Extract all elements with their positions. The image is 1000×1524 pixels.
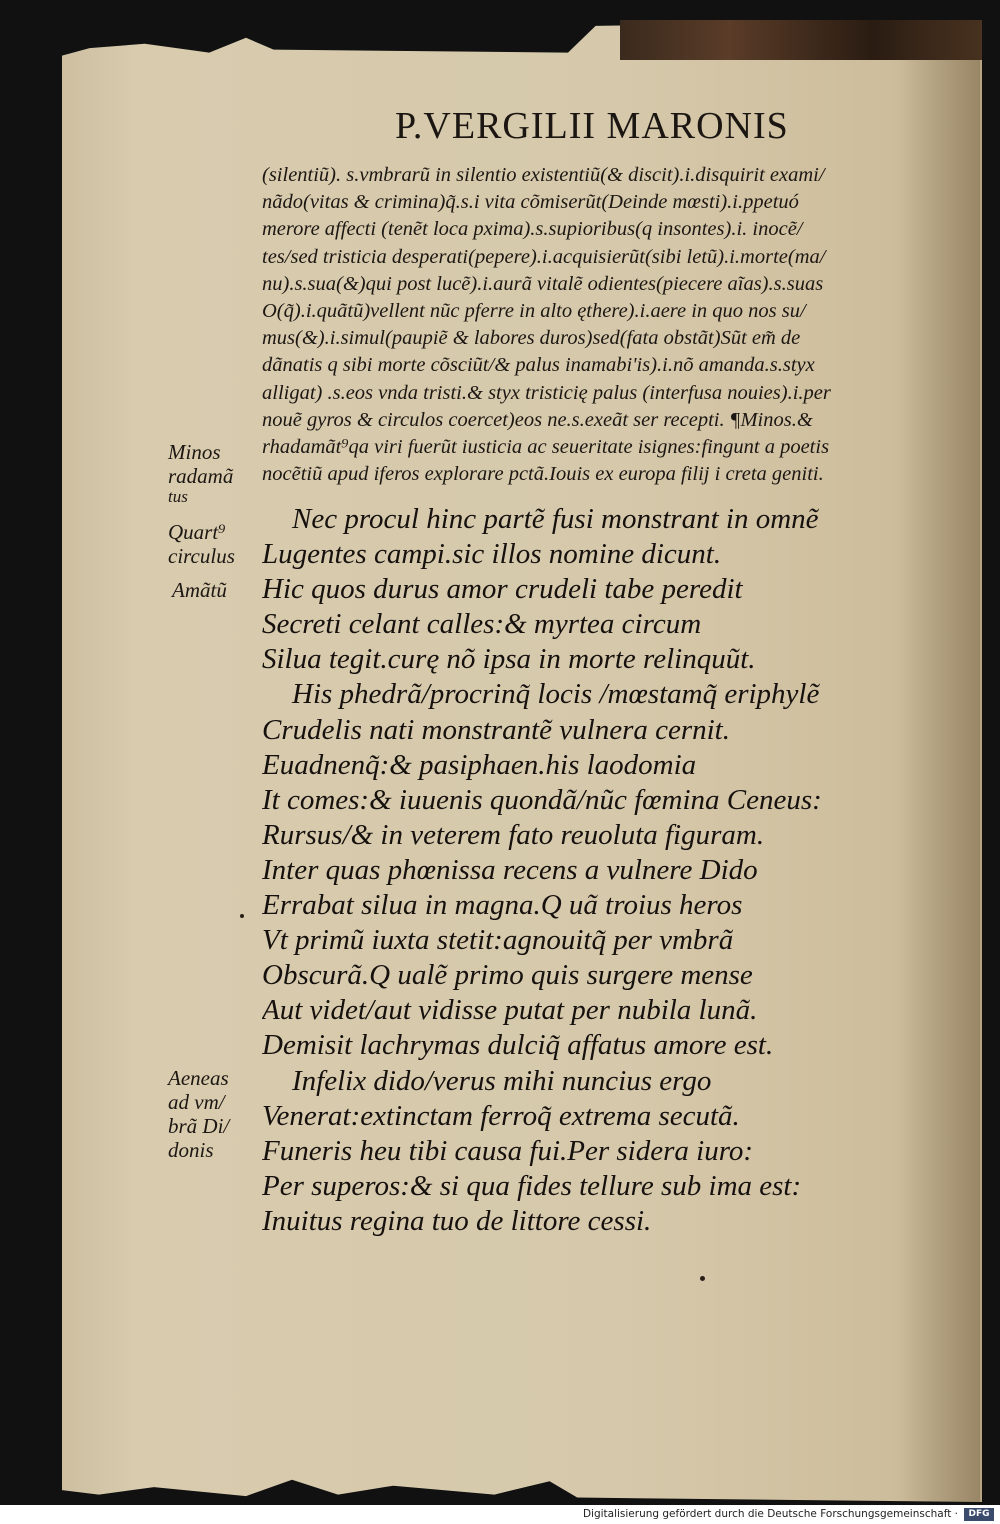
verse-line: It comes:& iuuenis quondã/nũc fœmina Ceneus:	[262, 783, 822, 816]
verse-line: Secreti celant calles:& myrtea circum	[262, 608, 702, 641]
verse-line: Infelix dido/verus mihi nuncius ergo	[292, 1064, 712, 1097]
margin-line: donis	[168, 1138, 214, 1162]
verse-line: Funeris heu tibi causa fui.Per sidera iuro:	[262, 1134, 754, 1167]
verse-line: Demisit lachrymas dulciq̃ affatus amore est.	[262, 1029, 774, 1062]
margin-line: radamã	[168, 464, 234, 488]
verse-line: Euadnenq̃:& pasiphaen.his laodomia	[262, 748, 697, 781]
verse-line: Nec procul hinc partẽ fusi monstrant in omnẽ	[292, 503, 819, 535]
commentary-line: nocẽtiũ apud iferos explorare pctã.Iouis ex europa filij i creta geniti.	[262, 463, 824, 486]
margin-line: circulus	[168, 544, 235, 568]
verse-line: Errabat silua in magna.Q uã troius heros	[262, 889, 743, 922]
commentary-line: nãdo(vitas & crimina)q̃.s.i vita cõmiserũt(Deinde mœsti).i.ppetuó	[262, 191, 799, 214]
commentary-line: merore affecti (tenẽt loca pxima).s.supioribus(q insontes).i. inocẽ/	[262, 218, 803, 241]
verse-line: Vt primũ iuxta stetit:agnouitq̃ per vmbrã	[262, 924, 734, 957]
verse-line: Crudelis nati monstrantẽ vulnera cernit.	[262, 713, 730, 746]
verse-line: Per superos:& si qua fides tellure sub ima est:	[262, 1169, 802, 1202]
verse-line: Hic quos durus amor crudeli tabe peredit	[262, 573, 743, 606]
commentary-line: (silentiũ). s.vmbrarũ in silentio existentiũ(& discit).i.disquirit exami/	[262, 164, 825, 186]
margin-line: Amãtũ	[172, 578, 227, 602]
margin-line: Minos	[168, 440, 221, 464]
margin-line: Quart⁹	[168, 520, 226, 544]
verse-line: Inter quas phœnissa recens a vulnere Dido	[262, 853, 758, 886]
commentary-line: O(q̃).i.quãtũ)vellent nũc pferre in alto ęthere).i.aere in quo nos su/	[262, 299, 806, 322]
margin-note-minos	[168, 440, 233, 506]
commentary-block	[262, 162, 962, 488]
running-head: P.VERGILII MARONIS	[395, 105, 789, 147]
commentary-line: tes/sed tristicia desperati(pepere).i.acquisierũt(sibi letũ).i.morte(ma/	[262, 245, 826, 268]
verse-line: Aut videt/aut vidisse putat per nubila lunã.	[262, 994, 758, 1027]
margin-line: Aeneas	[168, 1066, 229, 1090]
verse-line: Obscurã.Q ualẽ primo quis surgere mense	[262, 959, 753, 992]
commentary-line: nu).s.sua(&)qui post lucẽ).i.aurã vitalẽ odientes(piecere aĩas).s.suas	[262, 272, 824, 295]
verse-line: His phedrã/procrinq̃ locis /mœstamq̃ eriphylẽ	[292, 678, 820, 711]
verse-line: Inuitus regina tuo de littore cessi.	[262, 1204, 652, 1237]
margin-line: brã Di/	[168, 1114, 230, 1138]
margin-line: tus	[168, 487, 188, 506]
commentary-line: nouẽ gyros & circulos coercet)eos ne.s.exeãt ser recepti. ¶Minos.&	[262, 408, 813, 431]
verse-line: Rursus/& in veterem fato reuoluta figuram.	[262, 818, 765, 851]
commentary-line: alligat) .s.eos vnda tristi.& styx tristicię palus (interfusa nouies).i.per	[262, 381, 831, 404]
ink-speck	[240, 914, 244, 918]
commentary-line: mus(&).i.simul(paupiẽ & labores duros)sed(fata obstãt)Sũt em̃ de	[262, 327, 801, 350]
verse-line: Lugentes campi.sic illos nomine dicunt.	[262, 538, 722, 571]
funding-credit: Digitalisierung gefördert durch die Deutsche Forschungsgemeinschaft ·	[582, 1508, 958, 1520]
ink-speck	[700, 1276, 705, 1281]
footer-bar	[0, 1505, 1000, 1524]
margin-note-aeneas	[168, 1066, 229, 1162]
dfg-logo: DFG	[964, 1508, 994, 1521]
verse-line: Venerat:extinctam ferroq̃ extrema secutã.	[262, 1099, 740, 1132]
margin-note-quartus-circulus	[168, 520, 235, 568]
margin-line: ad vm/	[168, 1090, 225, 1114]
margin-note-amatum	[172, 578, 227, 602]
commentary-line: rhadamãt⁹qa viri fuerũt iusticia ac seueritate isignes:fingunt a poetis	[262, 435, 830, 458]
commentary-line: dãnatis q sibi morte cõsciũt/& palus inamabi'is).i.nõ amanda.s.styx	[262, 354, 815, 377]
verse-line: Silua tegit.curę nõ ipsa in morte relinquũt.	[262, 643, 756, 676]
verse-block	[262, 502, 962, 1239]
